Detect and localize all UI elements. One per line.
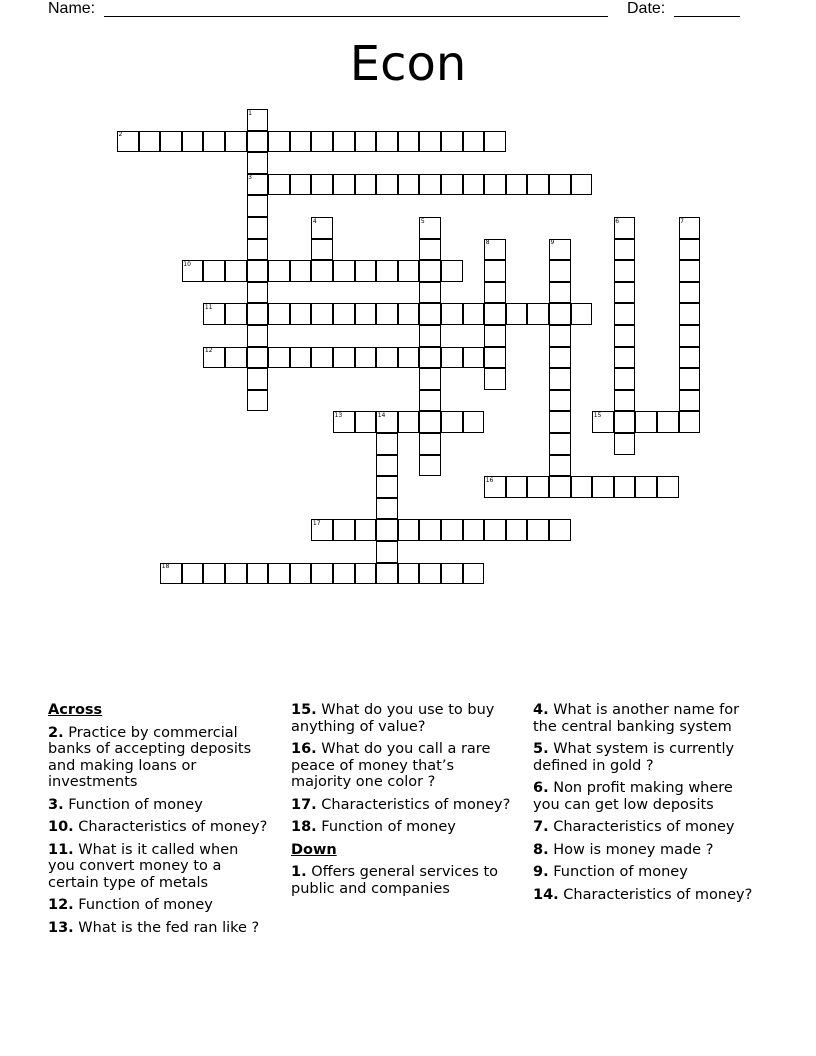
clue-number: 13 — [334, 411, 343, 419]
grid-cell[interactable] — [268, 303, 290, 325]
clue-number-label: 3. — [48, 796, 64, 813]
grid-cell[interactable] — [355, 411, 377, 433]
grid-cell[interactable] — [247, 390, 269, 412]
grid-cell[interactable] — [398, 347, 420, 369]
grid-cell[interactable] — [571, 476, 593, 498]
clue-text: Offers general services to public and companies — [291, 864, 499, 897]
down-clue — [533, 819, 755, 836]
across-clue — [291, 741, 513, 791]
clue-text: Function of money — [73, 897, 213, 913]
grid-cell[interactable] — [376, 433, 398, 455]
clue-number-label: 13. — [48, 919, 74, 936]
clue-text: What is the fed ran like ? — [73, 919, 260, 936]
grid-cell[interactable] — [333, 347, 355, 369]
grid-cell[interactable] — [463, 411, 485, 433]
grid-cell[interactable] — [182, 131, 204, 153]
down-clue — [533, 864, 755, 881]
grid-cell[interactable] — [657, 411, 679, 433]
grid-cell[interactable] — [571, 174, 593, 196]
clue-number-label: 10. — [48, 819, 74, 835]
grid-cell[interactable] — [376, 347, 398, 369]
grid-cell[interactable] — [225, 131, 247, 153]
grid-cell[interactable] — [268, 260, 290, 282]
grid-cell[interactable] — [398, 260, 420, 282]
down-clue — [291, 864, 513, 897]
grid-cell[interactable] — [506, 174, 528, 196]
grid-cell[interactable] — [247, 260, 269, 282]
grid-cell[interactable] — [635, 411, 657, 433]
grid-cell[interactable] — [463, 303, 485, 325]
grid-cell[interactable] — [679, 303, 701, 325]
grid-cell[interactable] — [247, 282, 269, 304]
grid-cell[interactable] — [635, 476, 657, 498]
clue-text: Characteristics of money? — [316, 796, 511, 813]
grid-cell[interactable] — [311, 303, 333, 325]
grid-cell[interactable] — [398, 303, 420, 325]
grid-cell[interactable] — [247, 303, 269, 325]
grid-cell[interactable] — [419, 303, 441, 325]
clue-number-label: 9. — [533, 864, 549, 880]
grid-cell[interactable] — [247, 347, 269, 369]
grid-cell[interactable] — [549, 282, 571, 304]
grid-cell[interactable] — [441, 260, 463, 282]
grid-cell[interactable] — [225, 563, 247, 585]
grid-cell[interactable] — [290, 174, 312, 196]
grid-cell[interactable] — [614, 411, 636, 433]
clue-text: What do you use to buy anything of value? — [291, 702, 495, 735]
grid-cell[interactable] — [419, 174, 441, 196]
grid-cell[interactable] — [549, 260, 571, 282]
grid-cell[interactable] — [484, 325, 506, 347]
grid-cell[interactable] — [247, 239, 269, 261]
grid-cell[interactable] — [268, 174, 290, 196]
grid-cell[interactable] — [614, 325, 636, 347]
grid-cell[interactable] — [419, 563, 441, 585]
grid-cell[interactable] — [225, 347, 247, 369]
grid-cell[interactable] — [614, 368, 636, 390]
grid-cell[interactable] — [484, 131, 506, 153]
clue-number: 15 — [593, 411, 602, 419]
clue-number-label: 18. — [291, 819, 317, 835]
grid-cell[interactable] — [398, 563, 420, 585]
down-clue-list-part1 — [291, 864, 513, 897]
grid-cell[interactable] — [549, 174, 571, 196]
grid-cell[interactable] — [311, 239, 333, 261]
grid-cell[interactable] — [527, 476, 549, 498]
grid-cell[interactable] — [614, 282, 636, 304]
grid-cell[interactable] — [571, 303, 593, 325]
grid-cell[interactable] — [290, 131, 312, 153]
clue-number: 5 — [420, 217, 425, 225]
across-clue — [48, 897, 268, 914]
grid-cell[interactable] — [333, 519, 355, 541]
grid-cell[interactable] — [441, 303, 463, 325]
clue-number: 18 — [161, 563, 170, 571]
clue-text: What system is currently defined in gold ? — [533, 741, 735, 774]
grid-cell[interactable] — [355, 563, 377, 585]
grid-cell[interactable] — [203, 260, 225, 282]
grid-cell[interactable] — [419, 519, 441, 541]
grid-cell[interactable] — [549, 455, 571, 477]
grid-cell[interactable] — [376, 519, 398, 541]
grid-cell[interactable] — [355, 131, 377, 153]
across-clue — [291, 797, 513, 814]
clues-column-1 — [48, 702, 268, 942]
clue-text: Practice by commercial banks of accepting deposits and making loans or investments — [48, 724, 252, 790]
clue-number-label: 14. — [533, 886, 559, 903]
grid-cell[interactable] — [484, 303, 506, 325]
clue-number: 4 — [312, 217, 317, 225]
grid-cell[interactable] — [484, 260, 506, 282]
clue-number: 12 — [204, 347, 213, 355]
across-clue — [48, 819, 268, 836]
grid-cell[interactable] — [441, 347, 463, 369]
grid-cell[interactable] — [441, 411, 463, 433]
down-clue — [533, 887, 755, 904]
across-clue-list-part1 — [48, 725, 268, 937]
grid-cell[interactable] — [419, 239, 441, 261]
grid-cell[interactable] — [333, 303, 355, 325]
clue-number-label: 1. — [291, 864, 307, 880]
clue-number: 2 — [118, 131, 123, 139]
down-clue — [533, 702, 755, 735]
across-clue — [48, 920, 268, 937]
grid-cell[interactable] — [398, 131, 420, 153]
grid-cell[interactable] — [463, 131, 485, 153]
grid-cell[interactable] — [614, 303, 636, 325]
grid-cell[interactable] — [484, 368, 506, 390]
grid-cell[interactable] — [311, 563, 333, 585]
clue-number-label: 4. — [533, 702, 549, 718]
clue-number: 9 — [550, 239, 555, 247]
down-clue — [533, 741, 755, 774]
grid-cell[interactable] — [657, 476, 679, 498]
grid-cell[interactable] — [355, 174, 377, 196]
clue-text: Function of money — [316, 819, 456, 835]
grid-cell[interactable] — [419, 390, 441, 412]
grid-cell[interactable] — [527, 174, 549, 196]
clue-number-label: 8. — [533, 841, 549, 858]
grid-cell[interactable] — [419, 411, 441, 433]
grid-cell[interactable] — [484, 347, 506, 369]
grid-cell[interactable] — [355, 303, 377, 325]
grid-cell[interactable] — [463, 174, 485, 196]
clue-number: 14 — [377, 411, 386, 419]
grid-cell[interactable] — [333, 174, 355, 196]
grid-cell[interactable] — [419, 368, 441, 390]
grid-cell[interactable] — [247, 217, 269, 239]
grid-cell[interactable] — [679, 411, 701, 433]
grid-cell[interactable] — [398, 174, 420, 196]
grid-cell[interactable] — [311, 260, 333, 282]
grid-cell[interactable] — [463, 563, 485, 585]
grid-cell[interactable] — [419, 260, 441, 282]
grid-cell[interactable] — [679, 239, 701, 261]
grid-cell[interactable] — [247, 131, 269, 153]
down-heading: Down — [291, 841, 337, 858]
across-clue — [48, 725, 268, 791]
clue-text: Non profit making where you can get low deposits — [533, 780, 733, 813]
grid-cell[interactable] — [268, 131, 290, 153]
grid-cell[interactable] — [376, 541, 398, 563]
clue-text: What is another name for the central banking system — [533, 702, 740, 735]
grid-cell[interactable] — [614, 433, 636, 455]
grid-cell[interactable] — [290, 260, 312, 282]
grid-cell[interactable] — [463, 519, 485, 541]
grid-cell[interactable] — [506, 303, 528, 325]
clue-number: 8 — [485, 239, 490, 247]
clue-number-label: 6. — [533, 780, 549, 796]
clue-number-label: 11. — [48, 841, 74, 858]
grid-cell[interactable] — [549, 325, 571, 347]
grid-cell[interactable] — [679, 325, 701, 347]
clue-number-label: 17. — [291, 796, 317, 813]
name-label: Name: — [48, 0, 96, 17]
grid-cell[interactable] — [549, 519, 571, 541]
grid-cell[interactable] — [376, 498, 398, 520]
clue-text: What is it called when you convert money to a certain type of metals — [48, 841, 239, 891]
clue-number-label: 7. — [533, 819, 549, 835]
puzzle-title: Econ — [349, 36, 467, 92]
grid-cell[interactable] — [679, 347, 701, 369]
grid-cell[interactable] — [484, 174, 506, 196]
clue-text: Characteristics of money? — [558, 886, 753, 903]
clues-column-2 — [291, 702, 513, 903]
clue-number: 7 — [680, 217, 684, 225]
grid-cell[interactable] — [203, 563, 225, 585]
grid-cell[interactable] — [398, 411, 420, 433]
grid-cell[interactable] — [290, 563, 312, 585]
grid-cell[interactable] — [225, 260, 247, 282]
grid-cell[interactable] — [441, 131, 463, 153]
grid-cell[interactable] — [247, 195, 269, 217]
date-label: Date: — [627, 0, 666, 17]
grid-cell[interactable] — [311, 174, 333, 196]
grid-cell[interactable] — [225, 303, 247, 325]
grid-cell[interactable] — [376, 303, 398, 325]
grid-cell[interactable] — [419, 433, 441, 455]
grid-cell[interactable] — [549, 303, 571, 325]
grid-cell[interactable] — [527, 519, 549, 541]
grid-cell[interactable] — [679, 260, 701, 282]
clue-text: Function of money — [548, 864, 688, 880]
grid-cell[interactable] — [614, 390, 636, 412]
clue-number: 17 — [312, 519, 321, 527]
clue-text: What do you call a rare peace of money that’s majority one color ? — [291, 741, 491, 790]
grid-cell[interactable] — [376, 174, 398, 196]
grid-cell[interactable] — [376, 563, 398, 585]
grid-cell[interactable] — [441, 519, 463, 541]
grid-cell[interactable] — [376, 476, 398, 498]
grid-cell[interactable] — [290, 303, 312, 325]
clue-text: Characteristics of money — [548, 819, 735, 835]
grid-cell[interactable] — [333, 131, 355, 153]
clues-column-3 — [533, 702, 755, 909]
grid-cell[interactable] — [549, 433, 571, 455]
grid-cell[interactable] — [463, 347, 485, 369]
across-clue-list-part2 — [291, 702, 513, 836]
grid-cell[interactable] — [549, 476, 571, 498]
clue-number: 10 — [183, 260, 191, 268]
grid-cell[interactable] — [355, 260, 377, 282]
grid-cell[interactable] — [679, 390, 701, 412]
clue-number-label: 2. — [48, 724, 64, 741]
across-clue — [48, 842, 268, 892]
clue-number: 16 — [485, 476, 494, 484]
grid-cell[interactable] — [355, 347, 377, 369]
clue-number: 3 — [248, 174, 252, 182]
grid-cell[interactable] — [290, 347, 312, 369]
grid-cell[interactable] — [549, 411, 571, 433]
clue-number: 1 — [248, 109, 252, 117]
grid-cell[interactable] — [614, 239, 636, 261]
grid-cell[interactable] — [549, 368, 571, 390]
grid-cell[interactable] — [527, 303, 549, 325]
clue-number-label: 15. — [291, 702, 317, 718]
grid-cell[interactable] — [376, 455, 398, 477]
grid-cell[interactable] — [311, 347, 333, 369]
clue-text: Characteristics of money? — [73, 819, 268, 835]
grid-cell[interactable] — [398, 519, 420, 541]
across-clue — [291, 702, 513, 735]
grid-cell[interactable] — [376, 131, 398, 153]
grid-cell[interactable] — [333, 260, 355, 282]
grid-cell[interactable] — [247, 563, 269, 585]
grid-cell[interactable] — [355, 519, 377, 541]
grid-cell[interactable] — [441, 563, 463, 585]
clue-number-label: 12. — [48, 897, 74, 913]
across-clue — [48, 797, 268, 814]
grid-cell[interactable] — [268, 347, 290, 369]
clue-text: How is money made ? — [548, 841, 714, 858]
grid-cell[interactable] — [506, 476, 528, 498]
grid-cell[interactable] — [419, 282, 441, 304]
grid-cell[interactable] — [247, 325, 269, 347]
grid-cell[interactable] — [549, 390, 571, 412]
grid-cell[interactable] — [376, 260, 398, 282]
clue-number: 6 — [615, 217, 620, 225]
grid-cell[interactable] — [679, 282, 701, 304]
grid-cell[interactable] — [614, 260, 636, 282]
grid-cell[interactable] — [419, 347, 441, 369]
grid-cell[interactable] — [419, 131, 441, 153]
across-clue — [291, 819, 513, 836]
grid-cell[interactable] — [333, 563, 355, 585]
grid-cell[interactable] — [419, 455, 441, 477]
grid-cell[interactable] — [182, 563, 204, 585]
grid-cell[interactable] — [614, 347, 636, 369]
grid-cell[interactable] — [441, 174, 463, 196]
grid-cell[interactable] — [679, 368, 701, 390]
grid-cell[interactable] — [484, 282, 506, 304]
grid-cell[interactable] — [614, 476, 636, 498]
down-clue-list-part2 — [533, 702, 755, 903]
grid-cell[interactable] — [311, 131, 333, 153]
grid-cell[interactable] — [549, 347, 571, 369]
grid-cell[interactable] — [247, 368, 269, 390]
grid-cell[interactable] — [139, 131, 161, 153]
grid-cell[interactable] — [268, 563, 290, 585]
down-clue — [533, 780, 755, 813]
grid-cell[interactable] — [247, 152, 269, 174]
grid-cell[interactable] — [419, 325, 441, 347]
down-clue — [533, 842, 755, 859]
grid-cell[interactable] — [484, 519, 506, 541]
clue-number-label: 5. — [533, 741, 549, 757]
across-heading: Across — [48, 702, 103, 718]
grid-cell[interactable] — [592, 476, 614, 498]
clue-number-label: 16. — [291, 741, 317, 757]
grid-cell[interactable] — [203, 131, 225, 153]
grid-cell[interactable] — [506, 519, 528, 541]
clue-text: Function of money — [63, 796, 203, 813]
clue-number: 11 — [204, 303, 213, 311]
grid-cell[interactable] — [160, 131, 182, 153]
